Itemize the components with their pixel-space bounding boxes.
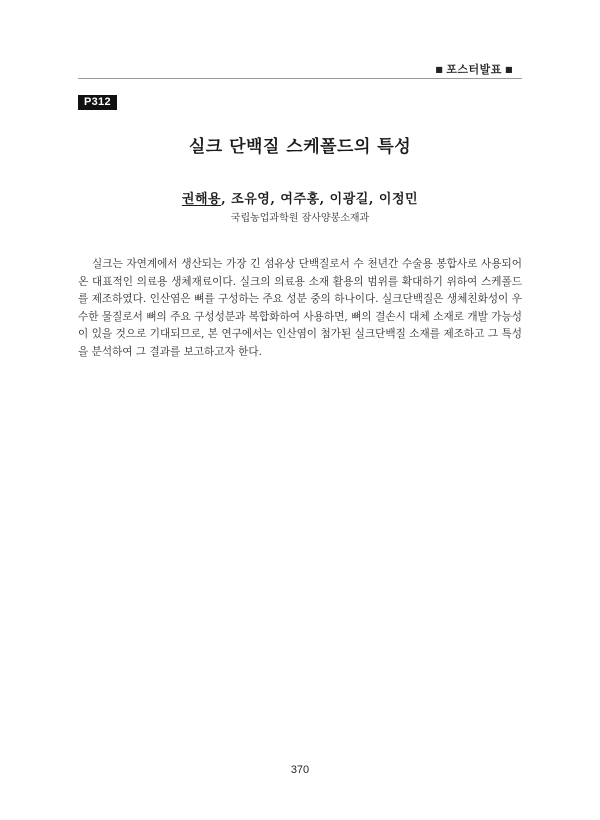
poster-title: 실크 단백질 스케폴드의 특성 — [188, 137, 412, 157]
poster-code-badge: P312 — [78, 95, 117, 110]
author-name: 이정민 — [378, 192, 419, 207]
author-name: 여주홍 — [280, 192, 320, 207]
author-affiliation: 국립농업과학원 잠사양봉소재과 — [230, 213, 370, 224]
author-separator: , — [368, 192, 379, 207]
header-divider — [78, 78, 522, 79]
author-name: 이광길 — [329, 192, 369, 207]
square-bullet-icon: ■ — [504, 65, 513, 74]
presenting-author: 권해용 — [181, 192, 222, 207]
page-number: 370 — [290, 764, 310, 776]
author-name: 조유영 — [231, 192, 271, 207]
author-separator: , — [319, 192, 330, 207]
author-separator: , — [270, 192, 281, 207]
abstract-paragraph: 실크는 자연계에서 생산되는 가장 긴 섬유상 단백질로서 수 천년간 수술용 봉합사로 사용되어 온 대표적인 의료용 생체재료이다. 실크의 의료용 소재 활용의 범위를 확대하기 위하여 스케폴드를 제조하였다. 인산염은 뼈를 구성하는 주요 성분 중의 하나이다. 실크단백질은 생체친화성이 우수한 물질로서 뼈의 주요 구성성분과 복합화하여 사용하면, 뼈의 결손시 대체 소재로 개발 가능성이 있을 것으로 기대되므로, 본 연구에서는 인산염이 첨가된 실크단백질 소재를 제조하고 그 특성을 분석하여 그 결과를 보고하고자 한다. — [78, 258, 522, 358]
author-list — [78, 188, 522, 207]
square-bullet-icon: ■ — [435, 65, 444, 74]
section-label-text: 포스터발표 — [446, 63, 502, 76]
page-header — [78, 62, 522, 79]
section-label — [78, 62, 522, 78]
author-separator: , — [221, 192, 232, 207]
